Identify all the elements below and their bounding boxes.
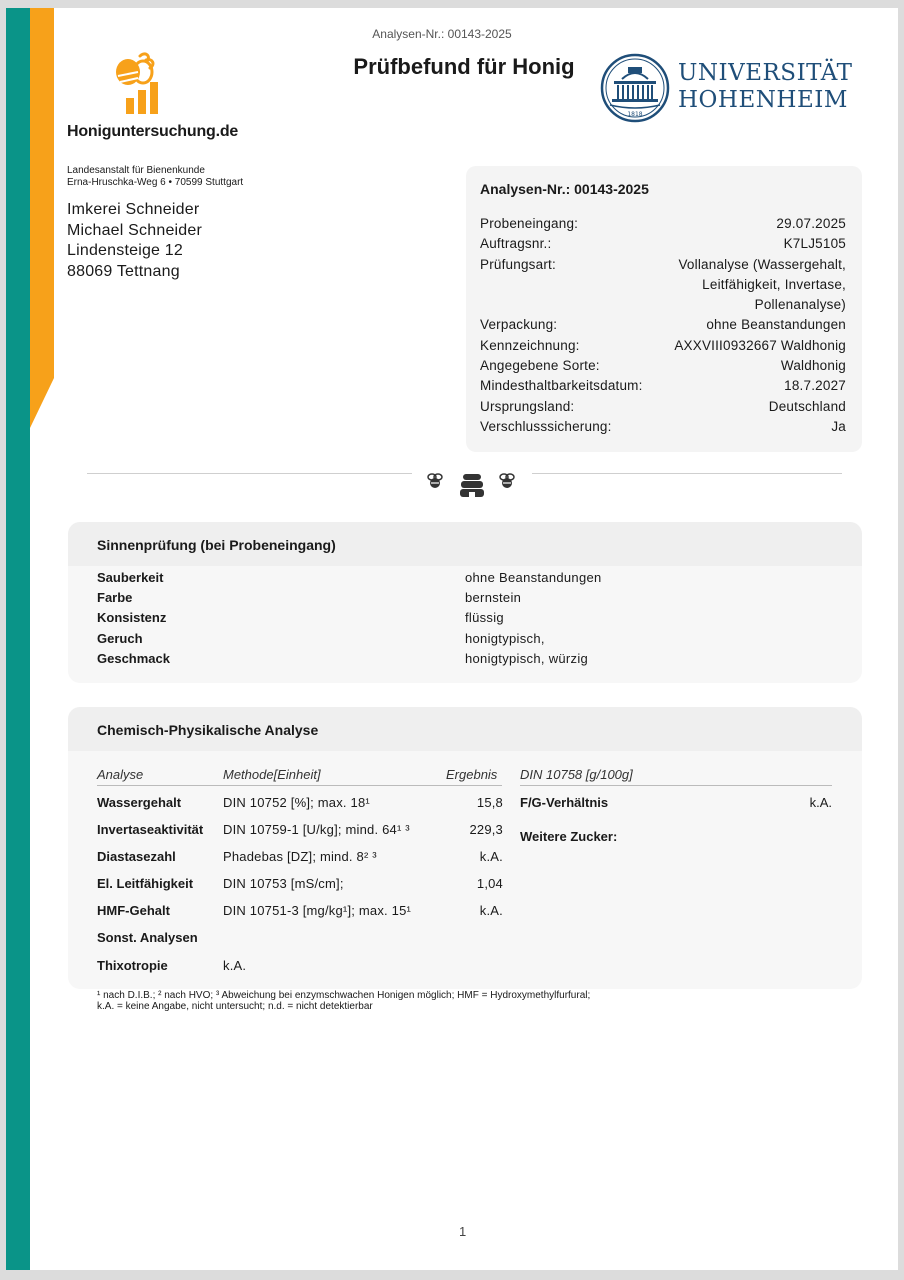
analysis-result: 1,04 [476, 876, 503, 891]
sensory-row [97, 629, 797, 649]
footnote-line-2: k.A. = keine Angabe, nicht untersucht; n.d. = nicht detektierbar [97, 1001, 373, 1012]
document-title: Prüfbefund für Honig [353, 54, 575, 79]
sensory-value: ohne Beanstandungen [465, 570, 602, 585]
analysis-method: DIN 10752 [%]; max. 18¹ [223, 795, 370, 810]
col-header-din: DIN 10758 [g/100g] [520, 767, 633, 782]
info-row-sorte [480, 356, 846, 376]
info-label: Probeneingang: [480, 216, 579, 231]
recipient-line-3: Lindensteige 12 [67, 242, 183, 259]
info-value: 29.07.2025 [776, 216, 846, 231]
info-label: Auftragsnr.: [480, 236, 552, 252]
university-name-line-2: HOHENHEIM [678, 87, 848, 113]
beehive-icon [458, 472, 486, 500]
col-header-analyse: Analyse [97, 767, 144, 782]
info-label: Verpackung: [480, 317, 558, 333]
sugar-row [520, 795, 832, 810]
university-name [678, 60, 852, 114]
analysis-result: 15,8 [476, 795, 503, 810]
sensory-row [97, 588, 797, 608]
institute-block [67, 165, 243, 189]
sugar-name: Weitere Zucker: [520, 829, 618, 844]
seal-year: 1818 [627, 111, 643, 118]
recipient-line-2: Michael Schneider [67, 221, 203, 239]
info-value: Vollanalyse (Wassergehalt, Leitfähigkeit, Invertase, Pollenanalyse) [678, 256, 846, 313]
sensory-label: Geruch [97, 630, 143, 646]
sugar-name: F/G-Verhältnis [520, 795, 609, 810]
col-header-methode: Methode[Einheit] [223, 767, 321, 782]
analysis-name: HMF-Gehalt [97, 903, 170, 918]
sensory-label: Konsistenz [97, 610, 167, 626]
info-row-probeneingang [480, 214, 846, 234]
sensory-value: bernstein [465, 590, 522, 606]
sensory-list [97, 568, 797, 669]
sensory-value: honigtypisch, würzig [465, 650, 589, 666]
honiguntersuchung-logo-icon [110, 52, 166, 116]
footnote-line-1: ¹ nach D.I.B.; ² nach HVO; ³ Abweichung bei enzymschwachen Honigen möglich; HMF = Hydroxymethylfurfural; [97, 990, 591, 1001]
info-label: Kennzeichnung: [480, 337, 580, 353]
info-value: Ja [831, 418, 846, 434]
chemical-title: Chemisch-Physikalische Analyse [97, 722, 319, 738]
info-value: 18.7.2027 [784, 378, 846, 394]
page-number: 1 [459, 1224, 467, 1239]
analysis-method: k.A. [223, 958, 247, 973]
header-rule-right [520, 785, 832, 786]
info-value: K7LJ5105 [783, 236, 846, 252]
analysis-method: DIN 10759-1 [U/kg]; mind. 64¹ ³ [223, 822, 410, 837]
info-label: Ursprungsland: [480, 398, 575, 414]
sugar-result: k.A. [809, 795, 832, 810]
analysis-method: DIN 10751-3 [mg/kg¹]; max. 15¹ [223, 903, 412, 918]
info-row-pruefungsart [480, 255, 846, 316]
analysis-name: Sonst. Analysen [97, 930, 198, 945]
info-row-verschluss [480, 417, 846, 437]
logo-text: Honiguntersuchung.de [67, 123, 239, 140]
info-value: Deutschland [768, 398, 846, 414]
col-header-ergebnis: Ergebnis [446, 767, 498, 782]
institute-name: Landesanstalt für Bienenkunde [67, 165, 205, 176]
analysis-method: Phadebas [DZ]; mind. 8² ³ [223, 849, 377, 864]
sample-info-list [480, 214, 846, 437]
orange-stripe-tip [30, 378, 54, 428]
info-label: Prüfungsart: [480, 256, 556, 272]
sensory-value: flüssig [465, 610, 504, 626]
footnote [97, 990, 590, 1012]
sensory-title: Sinnenprüfung (bei Probeneingang) [97, 537, 336, 553]
sensory-label: Farbe [97, 590, 133, 606]
teal-side-stripe [6, 8, 30, 1270]
info-value: Waldhonig [780, 358, 846, 374]
analysis-method: DIN 10753 [mS/cm]; [223, 876, 344, 891]
analysis-name: Invertaseaktivität [97, 822, 204, 837]
sample-info-title: Analysen-Nr.: 00143-2025 [480, 181, 649, 197]
institute-address: Erna-Hruschka-Weg 6 • 70599 Stuttgart [67, 177, 244, 188]
university-seal-icon [600, 53, 670, 123]
info-label: Mindesthaltbarkeitsdatum: [480, 378, 643, 394]
university-name-line-1: UNIVERSITÄT [678, 60, 853, 86]
divider-right [532, 473, 842, 474]
info-label: Angegebene Sorte: [480, 358, 600, 374]
info-value: ohne Beanstandungen [706, 317, 846, 333]
sensory-row [97, 568, 797, 588]
analysis-result: k.A. [479, 849, 503, 864]
info-value: AXXVIII0932667 Waldhonig [674, 337, 846, 353]
info-row-kennzeichnung [480, 336, 846, 356]
sensory-label: Geschmack [97, 650, 170, 666]
info-label: Verschlusssicherung: [480, 418, 612, 434]
info-row-verpackung [480, 315, 846, 335]
header-rule-left [97, 785, 502, 786]
sugar-row [520, 829, 832, 844]
analysis-name: Thixotropie [97, 958, 168, 973]
analysis-result: 229,3 [469, 822, 503, 837]
sensory-row [97, 608, 797, 628]
divider-left [87, 473, 412, 474]
info-row-auftragsnr [480, 234, 846, 254]
recipient-line-1: Imkerei Schneider [67, 201, 200, 218]
recipient-line-4: 88069 Tettnang [67, 262, 180, 280]
chemical-card [68, 707, 862, 989]
sensory-value: honigtypisch, [465, 630, 545, 646]
header-analysis-number: Analysen-Nr.: 00143-2025 [372, 27, 512, 41]
info-row-mhd [480, 376, 846, 396]
sensory-row [97, 649, 797, 669]
sensory-label: Sauberkeit [97, 570, 164, 585]
bee-icon [498, 472, 516, 490]
analysis-result: k.A. [479, 903, 503, 918]
recipient-address [67, 200, 202, 282]
info-row-ursprungsland [480, 397, 846, 417]
analysis-name: Diastasezahl [97, 849, 176, 864]
analysis-name: El. Leitfähigkeit [97, 876, 194, 891]
analysis-name: Wassergehalt [97, 795, 182, 810]
bee-icon [426, 472, 444, 490]
